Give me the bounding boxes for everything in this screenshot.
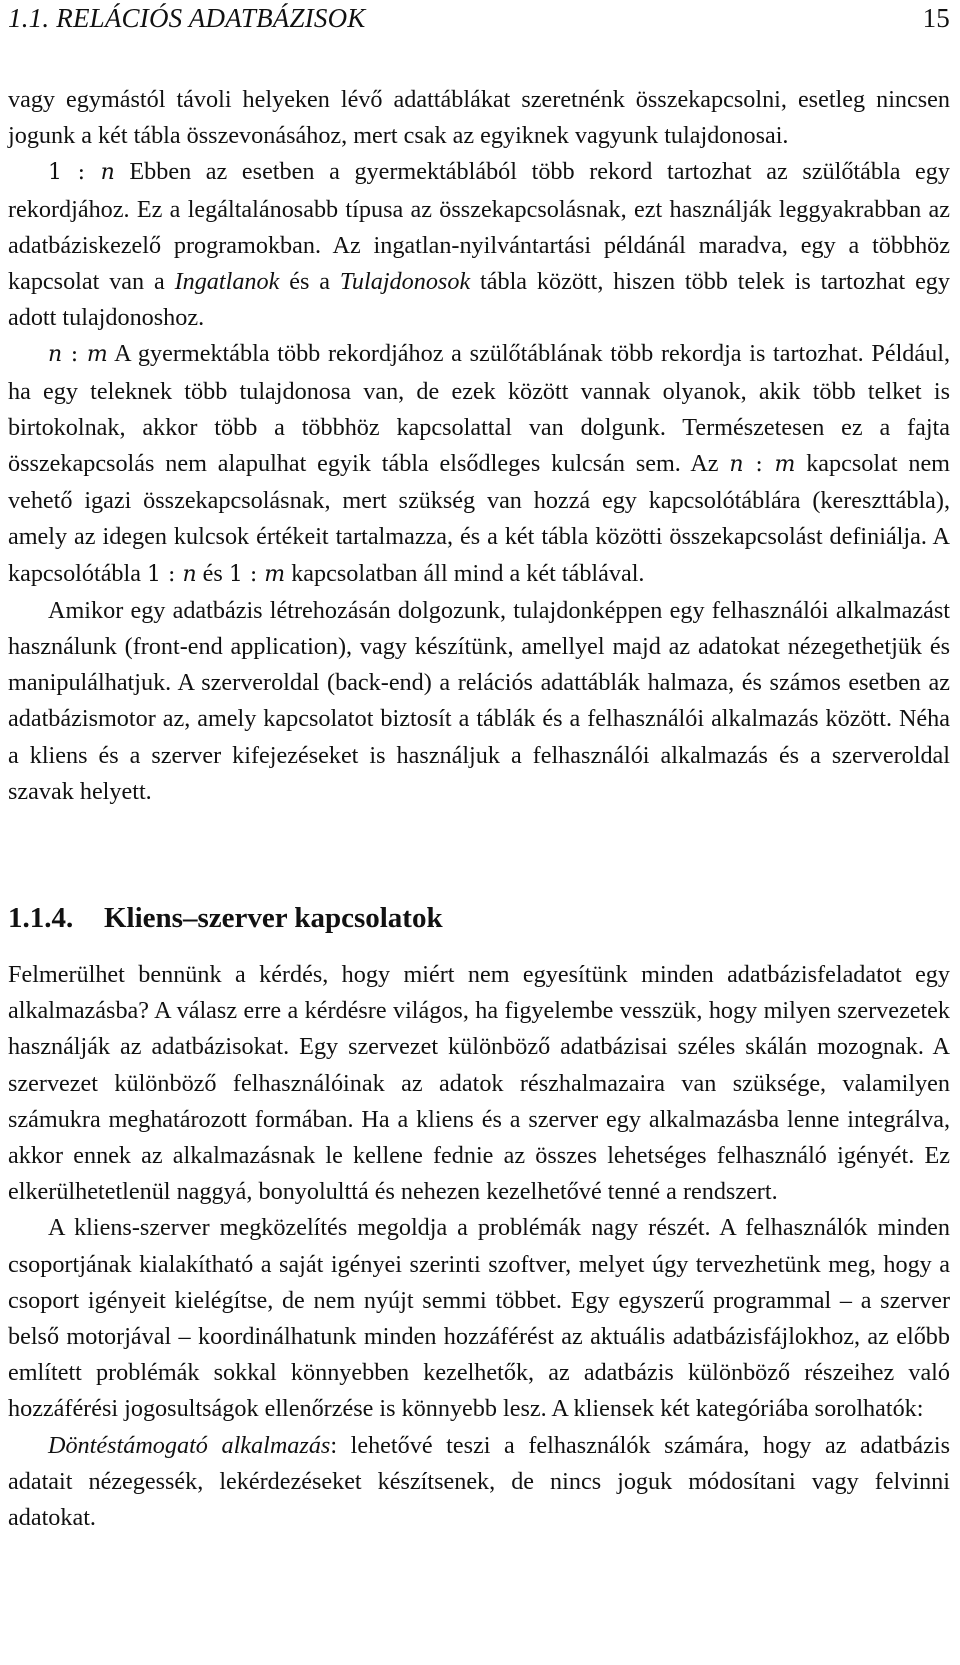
- math-m: m: [774, 452, 796, 478]
- term-dontestamogato: Döntéstámogató alkalmazás: [48, 1431, 331, 1459]
- running-header-title: 1.1. RELÁCIÓS ADATBÁZISOK: [8, 3, 366, 33]
- definition-text: tábla között, hiszen több telek is tartozhat egy adott tulajdonoshoz.: [8, 268, 950, 332]
- definition-text: és a: [279, 268, 340, 296]
- paragraph-kliens-szerver: A kliens-szerver megközelítés megoldja a problémák nagy részét. A felhasználók minden csoportjának kialakítható a saját igényei szerinti szoftver, melyet úgy tervezhetünk meg, hogy a csoport igényeit kielégítse, de nem nyújt semmi többet. Egy egyszerű programmal – a szerver belső motorjával – koordinálhatunk minden hozzáférést az aktuális adatbázisfájlokhoz, az előbb említett problémák sokkal könnyebben kezelhetők, az adatbázis különböző részeihez való hozzáférési jogosultságok ellenőrzése is könnyebb lesz. A kliensek két kategóriába sorolhatók:: [8, 1214, 950, 1423]
- definition-text: kapcsolatban áll mind a két táblával.: [285, 559, 645, 587]
- math-colon: :: [242, 561, 265, 587]
- definition-text: A gyermektábla több rekordjához a szülőtáblának több rekordja is tartozhat. Például, ha egy teleknek több tulajdonosa van, de ezek között vannak olyanok, akik több telket is birtokolnak, akkor több a többhöz kapcsolattal van dolgunk. Természetesen ez a fajta összekapcsolás nem alapulhat egyik tábla elsődleges kulcsán sem. Az: [8, 340, 950, 478]
- math-m: m: [264, 561, 286, 587]
- section-heading: [8, 898, 443, 938]
- math-n: n: [48, 342, 63, 368]
- definition-many-to-many: [8, 336, 950, 592]
- relation-notation: [229, 562, 285, 587]
- definition-text: és: [196, 559, 229, 587]
- body-text-bottom: [8, 957, 950, 1536]
- math-n: n: [182, 561, 197, 587]
- math-n: n: [100, 160, 115, 186]
- section-title: Kliens–szerver kapcsolatok: [104, 902, 443, 934]
- math-m: m: [86, 342, 108, 368]
- table-name-ingatlanok: Ingatlanok: [174, 268, 280, 296]
- math-n: n: [729, 452, 744, 478]
- paragraph-felmerul: Felmerülhet bennünk a kérdés, hogy miért nem egyesítünk minden adatbázisfeladatot egy alkalmazásba? A válasz erre a kérdésre világos, ha figyelembe vesszük, hogy milyen szervezetek használják az adatbázisokat. Egy szervezet különböző adatbázisai széles skálán mozognak. A szervezet különböző felhasználóinak az adatok részhalmazaira van szüksége, valamilyen számukra meghatározott formában. Ha a kliens és a szerver egy alkalmazásba lenne integrálva, akkor ennek az alkalmazásnak le kellene fednie az összes lehetséges felhasználó igényét. Ez elkerülhetetlenül naggyá, bonyolulttá és nehezen kezelhetővé tenné a rendszert.: [8, 961, 950, 1206]
- math-colon: :: [62, 342, 87, 368]
- math-colon: :: [743, 452, 775, 478]
- relation-notation: [48, 342, 108, 367]
- term-definition: : lehetővé teszi a felhasználók számára, hogy az adatbázis adatait nézegessék, lekérdezéseket készítsenek, de nincs joguk módosítani vagy felvinni adatokat.: [8, 1431, 950, 1532]
- running-header: [8, 0, 950, 36]
- definition-text: kapcsolat nem vehető igazi összekapcsolásnak, mert szükség van hozzá egy kapcsolótáblára (kereszttábla), amely az idegen kulcsok értékeit tartalmazza, és a két tábla közötti összekapcsolást definiálja. A kapcsolótábla: [8, 450, 951, 587]
- math-colon: :: [62, 160, 101, 186]
- math-one: 1: [147, 561, 162, 587]
- relation-notation: [147, 562, 197, 587]
- math-one: 1: [228, 561, 243, 587]
- math-one: 1: [48, 160, 62, 186]
- paragraph-dontestamogato: [8, 1428, 950, 1537]
- page-number: 15: [922, 3, 950, 33]
- definition-text: Ebben az esetben a gyermektáblából több rekord tartozhat az szülőtábla egy rekordjához. Ez a legáltalánosabb típusa az összekapcsolásnak, ezt használják leggyakrabban az adatbáziskezelő programokban. Az ingatlan-nyilvántartási példánál maradva, egy a többhöz kapcsolat van a: [8, 158, 950, 296]
- math-colon: :: [161, 561, 183, 587]
- body-text-top: [8, 82, 950, 810]
- relation-notation: [729, 452, 795, 477]
- section-number: 1.1.4.: [8, 902, 74, 934]
- paragraph-amikor: Amikor egy adatbázis létrehozásán dolgozunk, tulajdonképpen egy felhasználói alkalmazást használunk (front-end application), vagy készítünk, amellyel majd az adatokat nézegethetjük és manipulálhatjuk. A szerveroldal (back-end) a relációs adattáblák halmaza, és számos esetben az adatbázismotor az, amely kapcsolatot biztosít a táblák és a felhasználói alkalmazás között. Néha a kliens és a szerver kifejezéseket is használjuk a felhasználói alkalmazás és a szerveroldal szavak helyett.: [8, 596, 950, 805]
- relation-notation: [48, 160, 115, 185]
- paragraph-continuation: vagy egymástól távoli helyeken lévő adattáblákat szeretnénk összekapcsolni, esetleg nincsen jogunk a két tábla összevonásához, mert csak az egyiknek vagyunk tulajdonosai.: [8, 86, 950, 150]
- definition-one-to-many: [8, 154, 950, 336]
- table-name-tulajdonosok: Tulajdonosok: [339, 268, 471, 296]
